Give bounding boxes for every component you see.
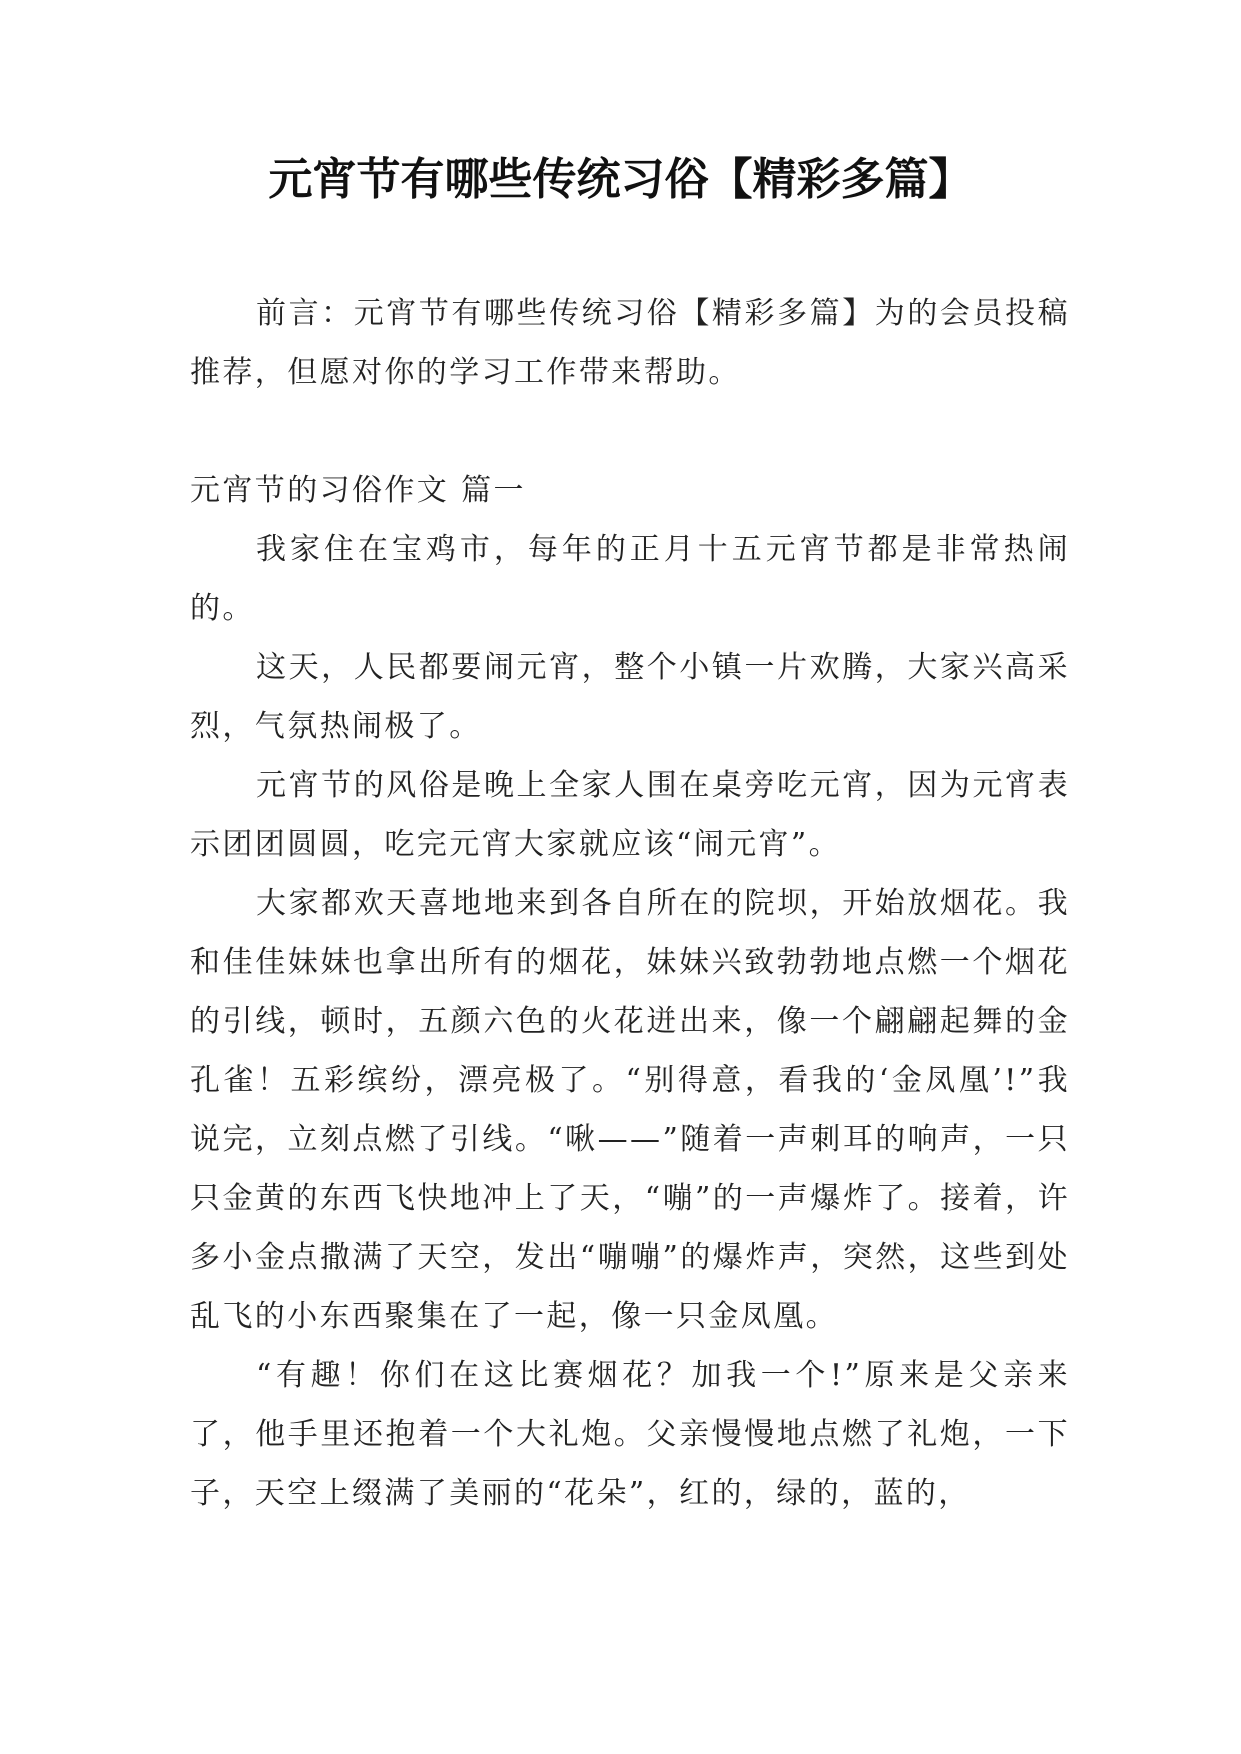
body-paragraph-5: “有趣！你们在这比赛烟花？加我一个!”原来是父亲来了，他手里还抱着一个大礼炮。父亲慢慢地点燃了礼炮，一下子，天空上缀满了美丽的“花朵”，红的，绿的，蓝的， [190,1358,1070,1511]
body-paragraph-2: 这天，人民都要闹元宵，整个小镇一片欢腾，大家兴高采烈，气氛热闹极了。 [190,650,1070,744]
document-body [190,284,1070,1523]
body-paragraph-1: 我家住在宝鸡市，每年的正月十五元宵节都是非常热闹的。 [190,532,1070,626]
body-paragraph-3: 元宵节的风俗是晚上全家人围在桌旁吃元宵，因为元宵表示团团圆圆，吃完元宵大家就应该“闹元宵”。 [190,768,1070,862]
section-heading: 元宵节的习俗作文 篇一 [190,473,526,508]
preface-paragraph: 前言：元宵节有哪些传统习俗【精彩多篇】为的会员投稿推荐，但愿对你的学习工作带来帮助。 [190,296,1070,390]
page-title: 元宵节有哪些传统习俗【精彩多篇】 [268,154,973,205]
body-paragraph-4: 大家都欢天喜地地来到各自所在的院坝，开始放烟花。我和佳佳妹妹也拿出所有的烟花，妹妹兴致勃勃地点燃一个烟花的引线，顿时，五颜六色的火花迸出来，像一个翩翩起舞的金孔雀！五彩缤纷，漂亮极了。“别得意，看我的‘金凤凰’!”我说完，立刻点燃了引线。“啾——”随着一声刺耳的响声，一只只金黄的东西飞快地冲上了天，“嘣”的一声爆炸了。接着，许多小金点撒满了天空，发出“嘣嘣”的爆炸声，突然，这些到处乱飞的小东西聚集在了一起，像一只金凤凰。 [190,886,1070,1334]
